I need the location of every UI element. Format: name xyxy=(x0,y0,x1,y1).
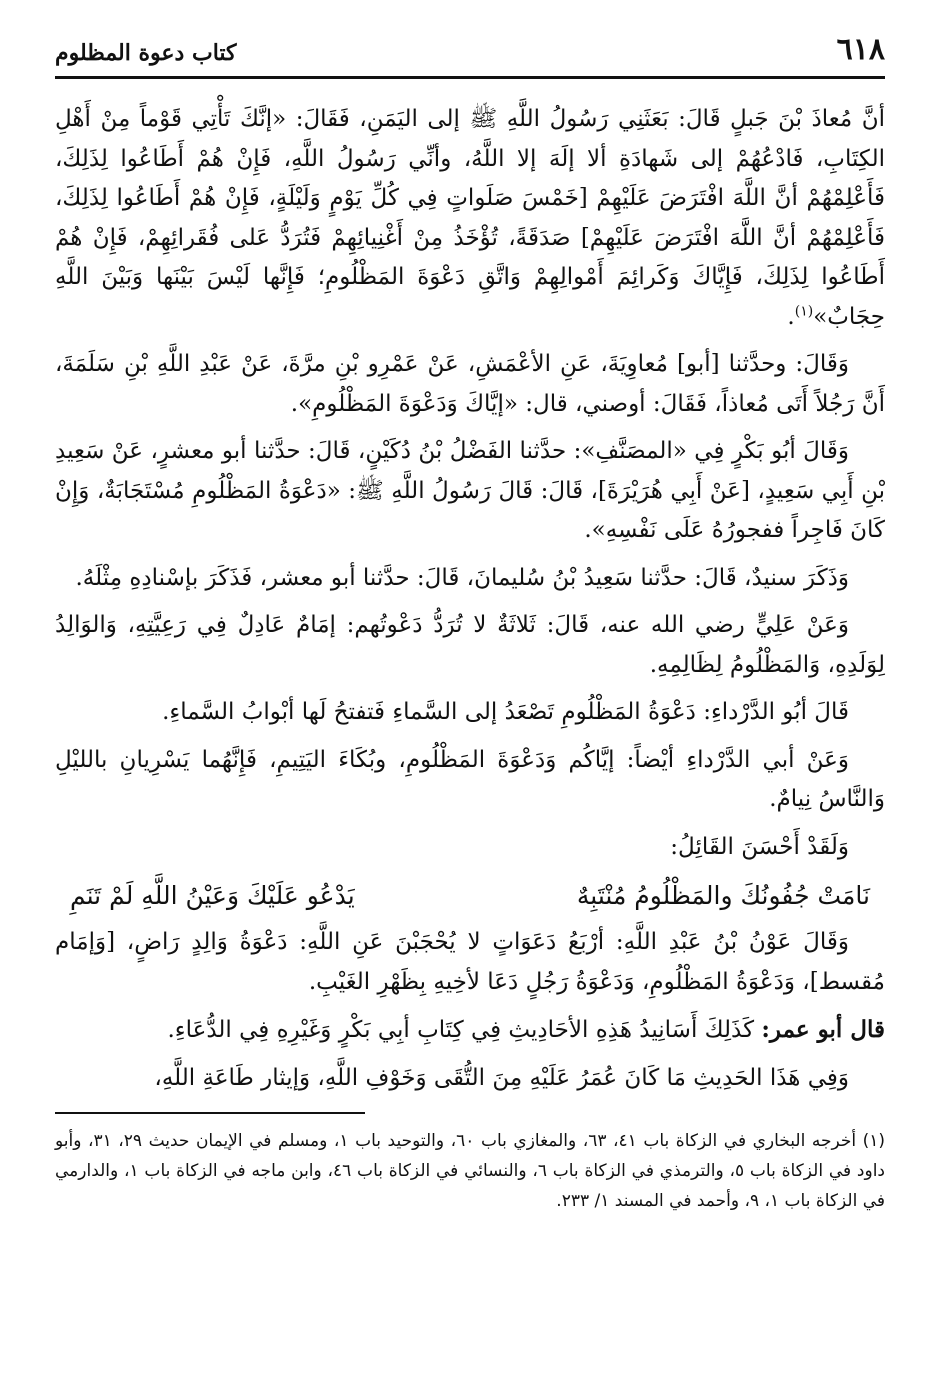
verse-first-hemistich: نَامَتْ جُفُونُكَ والمَظْلُومُ مُنْتَبِهٌ xyxy=(576,881,870,910)
paragraph-text: كَذَلِكَ أَسَانِيدُ هَذِهِ الأحَادِيثِ فِي كِتَابِ أبِي بَكْرٍ وَغَيْرِهِ فِي الدُّعَاءِ. xyxy=(167,1017,755,1043)
paragraph xyxy=(55,923,885,1002)
paragraph-text: وَذَكَرَ سنيدٌ، قَالَ: حدَّثنا سَعِيدُ بْنُ سُليمانَ، قَالَ: حدَّثنا أبو معشر، فَذَكَرَ بإسْنادِهِ مِثْلَهُ. xyxy=(75,564,849,591)
verse-second-hemistich: يَدْعُو عَلَيْكَ وَعَيْنُ اللَّهِ لَمْ تَنَمِ xyxy=(70,881,355,910)
paragraph xyxy=(55,606,885,685)
paragraph xyxy=(55,828,885,868)
footnote-text: (١) أخرجه البخاري في الزكاة باب ٤١، ٦٣، والمغازي باب ٦٠، والتوحيد باب ١، ومسلم في الإيمان حديث ٢٩، ٣١، وأبو داود في الزكاة باب ٥، والترمذي في الزكاة باب ٦، والنسائي في الزكاة باب ٤٦، وابن ماجه في الزكاة باب ١، والدارمي في الزكاة باب ١، ٩، وأحمد في المسند ١/ ٢٣٣. xyxy=(55,1131,886,1211)
paragraph xyxy=(55,559,885,599)
paragraph xyxy=(55,345,885,424)
poetry-verse xyxy=(55,875,885,917)
paragraph xyxy=(55,1010,885,1051)
paragraph xyxy=(55,432,885,551)
paragraph xyxy=(55,693,885,733)
paragraph-text: وَعَنْ عَلِيٍّ رضي الله عنه، قَالَ: ثَلاثَةٌ لا تُرَدُّ دَعْوتُهم: إمَامٌ عَادِلٌ فِي رَعِيَّتِهِ، وَالوَالِدُ لِوَلَدِهِ، وَالمَظْلُومُ لِظَالِمِهِ. xyxy=(55,612,885,678)
page-header xyxy=(55,30,885,78)
footnotes xyxy=(55,1126,885,1216)
paragraph-text: أنَّ مُعاذَ بْنَ جَبلٍ قَالَ: بَعَثَنِي رَسُولُ اللَّهِ ﷺ إلى اليَمَنِ، فَقَالَ: «إنَّكَ تَأْتِي قَوْماً مِنْ أَهْلِ الكِتَابِ، فَادْعُهُمْ إلى شَهادَةِ ألا إلَهَ إلا اللَّهُ، وأنِّي رَسُولُ اللَّهِ، فَإِنْ هُمْ أَطَاعُوا لِذَلِكَ، فَأَعْلِمْهُمْ أنَّ اللَّهَ افْتَرَضَ عَلَيْهِمْ [خَمْسَ صَلَواتٍ فِي كُلِّ يَوْمٍ وَلَيْلَةٍ، فَإِنْ هُمْ أَطَاعُوا لِذَلِكَ، فَأَعْلِمْهُمْ أنَّ اللَّهَ افْتَرَضَ عَلَيْهِمْ] صَدَقَةً، تُؤْخَذُ مِنْ أَغْنِيائِهِمْ فَتُرَدُّ عَلى فُقَرائِهِمْ، فَإِنْ هُمْ أَطَاعُوا لِذَلِكَ، فَإِيَّاكَ وَكَرائِمَ أَمْوالِهِمْ وَاتَّقِ دَعْوَةَ المَظْلُومِ؛ فَإِنَّها لَيْسَ بَيْنَها وَبَيْنَ اللَّهِ حِجَابٌ» xyxy=(55,106,885,330)
paragraph-text: وَعَنْ أبي الدَّرْداءِ أيْضاً: إيَّاكُم وَدَعْوَةَ المَظْلُومِ، وبُكَاءَ اليَتِيمِ، فَإِنَّهُما يَسْرِيانِ بالليْلِ وَالنَّاسُ نِيامٌ. xyxy=(55,746,885,812)
author-comment-lead: قال أبو عمر: xyxy=(761,1016,885,1043)
running-title: كتاب دعوة المظلوم xyxy=(55,40,237,66)
footnote-reference: (١) xyxy=(794,302,814,319)
paragraph xyxy=(55,741,885,820)
book-page xyxy=(55,30,885,1360)
header-rule xyxy=(55,76,885,79)
paragraph-text: وَفِي هَذَا الحَدِيثِ مَا كَانَ عُمَرُ عَلَيْهِ مِنَ التُّقَى وَخَوْفِ اللَّهِ، وَإيثار طَاعَةِ اللَّهِ، xyxy=(154,1064,849,1091)
footnote xyxy=(55,1126,885,1216)
footnote-separator xyxy=(55,1112,365,1114)
paragraph-text: قَالَ أبُو الدَّرْداءِ: دَعْوَةُ المَظْلُومِ تَصْعَدُ إلى السَّماءِ فَتفتحُ لَها أبْوابُ السَّماءِ. xyxy=(162,699,849,725)
paragraph: أنَّ مُعاذَ بْنَ جَبلٍ قَالَ: بَعَثَنِي رَسُولُ اللَّهِ ﷺ إلى اليَمَنِ، فَقَالَ: «إنَّكَ تَأْتِي قَوْماً مِنْ أَهْلِ الكِتَابِ، فَادْعُهُمْ إلى شَهادَةِ ألا إلَهَ إلا اللَّهُ، وأنِّي رَسُولُ اللَّهِ، فَإِنْ هُمْ أَطَاعُوا لِذَلِكَ، فَأَعْلِمْهُمْ أنَّ اللَّهَ افْتَرَضَ عَلَيْهِمْ [خَمْسَ صَلَواتٍ فِي كُلِّ يَوْمٍ وَلَيْلَةٍ، فَإِنْ هُمْ أَطَاعُوا لِذَلِكَ، فَأَعْلِمْهُمْ أنَّ اللَّهَ افْتَرَضَ عَلَيْهِمْ] صَدَقَةً، تُؤْخَذُ مِنْ أَغْنِيائِهِمْ فَتُرَدُّ عَلى فُقَرائِهِمْ، فَإِنْ هُمْ أَطَاعُوا لِذَلِكَ، فَإِيَّاكَ وَكَرائِمَ أَمْوالِهِمْ وَاتَّقِ دَعْوَةَ المَظْلُومِ؛ فَإِنَّها لَيْسَ بَيْنَها وَبَيْنَ اللَّهِ حِجَابٌ»$^{(١)}$. xyxy=(55,106,885,330)
page-number: ٦١٨ xyxy=(836,32,885,67)
paragraph-text: وَقَالَ: وحدَّثنا [أبو] مُعاوِيَةَ، عَنِ الأعْمَشِ، عَنْ عَمْرِو بْنِ مرَّةَ، عَنْ عَبْدِ اللَّهِ بْنِ سَلَمَةَ، أَنَّ رَجُلاً أَتَى مُعاذاً، فَقَالَ: أوصني، قال: «إيَّاكَ وَدَعْوَةَ المَظْلُومِ». xyxy=(55,351,885,417)
main-text xyxy=(55,100,885,1098)
paragraph-text: وَلَقَدْ أَحْسَنَ القَائِلُ: xyxy=(670,833,849,860)
paragraph xyxy=(55,1059,885,1099)
paragraph-text: وَقَالَ عَوْنُ بْنُ عَبْدِ اللَّهِ: أرْبَعُ دَعَوَاتٍ لا يُحْجَبْنَ عَنِ اللَّهِ: دَعْوَةُ وَالِدٍ رَاضٍ، [وَإمَام مُقسط]، وَدَعْوَةُ المَظْلُومِ، وَدَعْوَةُ رَجُلٍ دَعَا لأخِيهِ بِظَهْرِ الغَيْبِ. xyxy=(55,929,885,995)
paragraph-text: وَقَالَ أبُو بَكْرٍ فِي «المصَنَّفِ»: حدَّثنا الفَضْلُ بْنُ دُكَيْنٍ، قَالَ: حدَّثنا أبو معشرٍ، عَنْ سَعِيدِ بْنِ أَبِي سَعِيدٍ، [عَنْ أَبِي هُرَيْرَةَ]، قَالَ: قَالَ رَسُولُ اللَّهِ ﷺ: «دَعْوَةُ المَظْلُومِ مُسْتَجَابَةٌ، وَإِنْ كَانَ فَاجِراً ففجورُهُ عَلَى نَفْسِهِ». xyxy=(55,438,885,543)
